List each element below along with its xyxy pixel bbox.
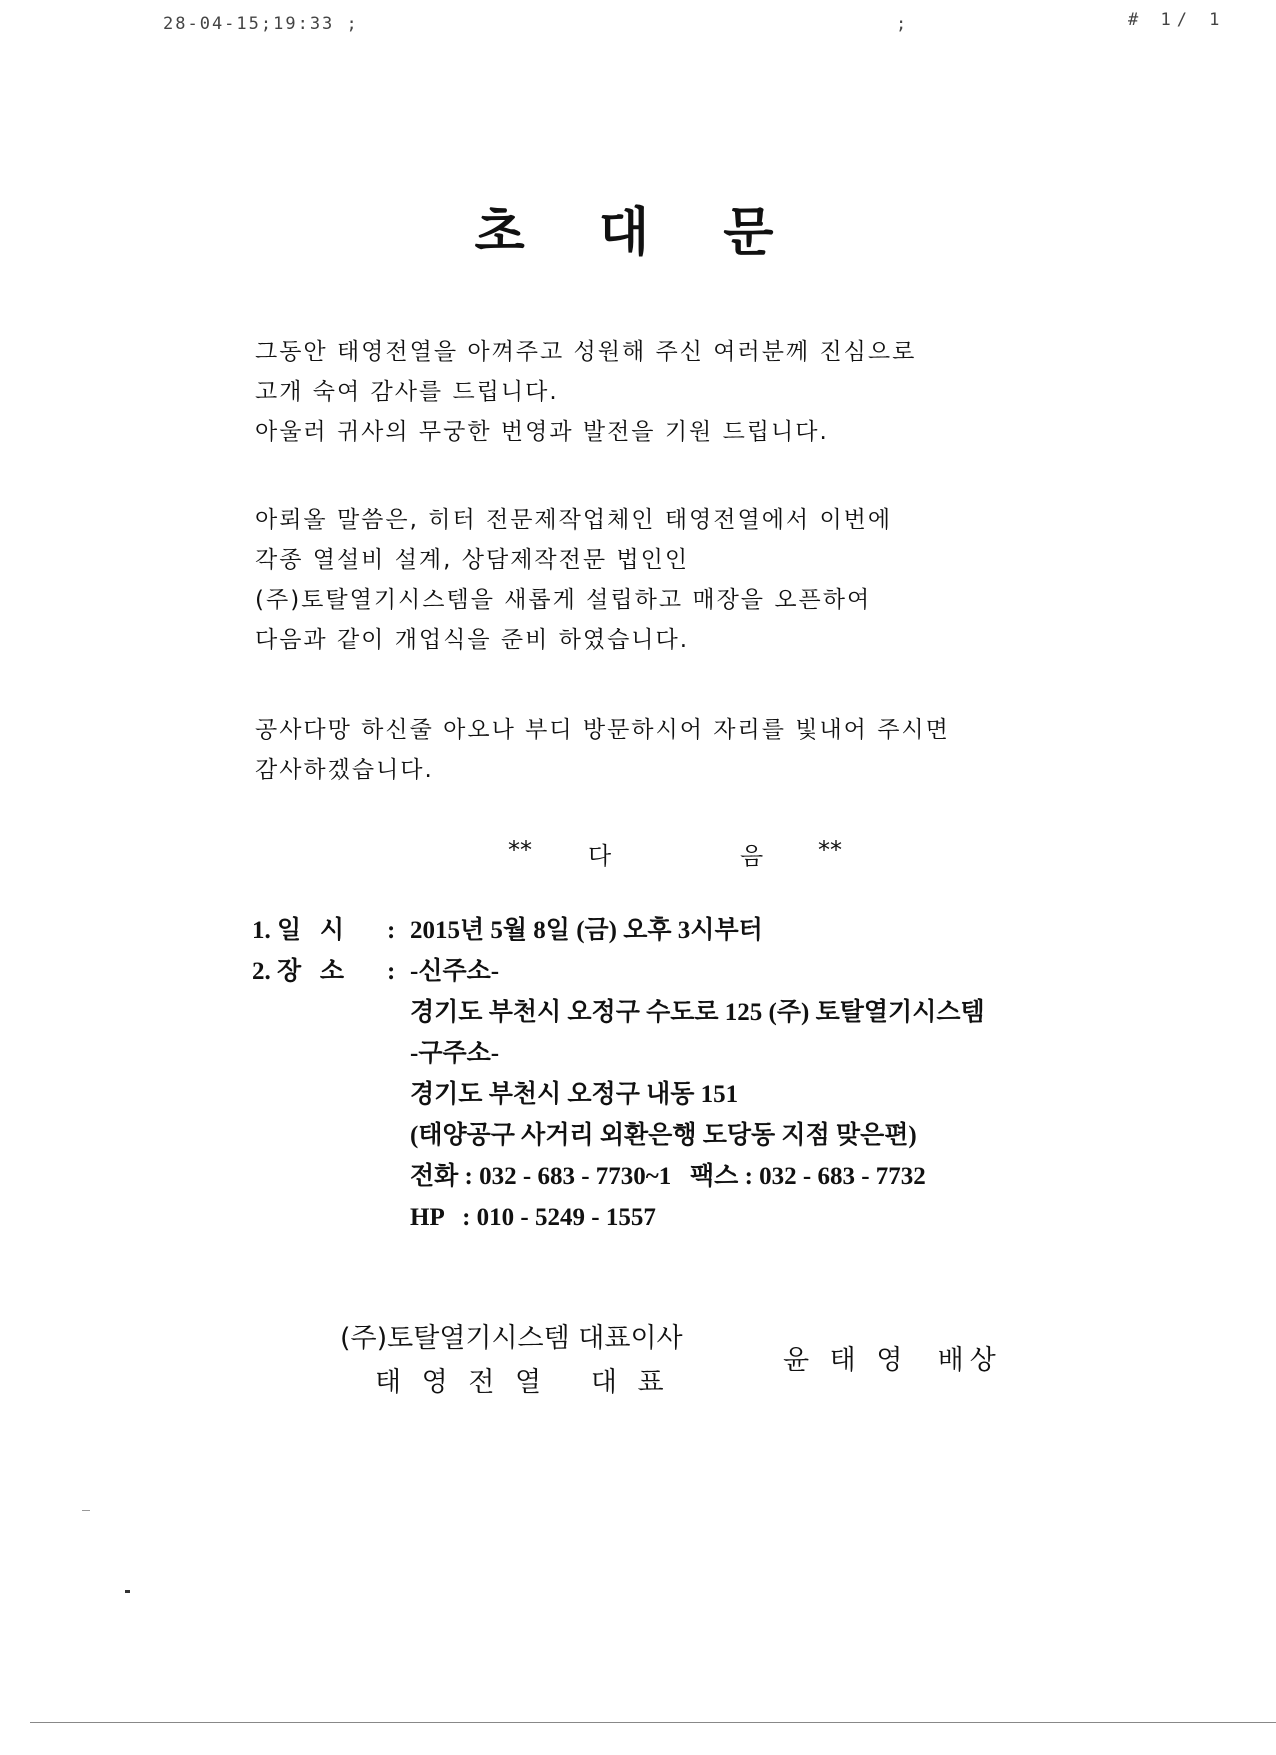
detail-row-place — [252, 951, 500, 992]
paragraph-line: 감사하겠습니다. — [255, 757, 434, 783]
notice-word-1: 다 — [588, 842, 612, 870]
paragraph-line: 공사다망 하신줄 아오나 부디 방문하시어 자리를 빛내어 주시면 — [255, 717, 950, 743]
fax-timestamp: 28-04-15;19:33 ; — [163, 14, 359, 34]
paragraph-line: 아뢰올 말씀은, 히터 전문제작업체인 태영전열에서 이번에 — [255, 507, 893, 533]
paragraph-announcement — [255, 500, 1075, 660]
place-colon: : — [387, 958, 396, 985]
paragraph-greeting — [255, 332, 1075, 452]
scan-speck — [125, 1590, 130, 1593]
paragraph-request — [255, 710, 1075, 790]
signature-company: (주)토탈열기시스템 대표이사 — [340, 1323, 683, 1354]
notice-word-2: 음 — [740, 842, 764, 870]
paragraph-line: 각종 열설비 설계, 상담제작전문 법인인 — [255, 547, 690, 573]
paragraph-line: 고개 숙여 감사를 드립니다. — [255, 379, 559, 405]
paragraph-line: (주)토탈열기시스템을 새롭게 설립하고 매장을 오픈하여 — [255, 587, 872, 613]
detail-row-date — [252, 910, 763, 951]
place-value: -신주소- — [410, 958, 500, 985]
scan-speck — [82, 1510, 90, 1511]
date-label: 1. 일 시 — [252, 917, 345, 944]
signature-company-2: 태 영 전 열 대 표 — [375, 1367, 670, 1398]
address-line: 경기도 부천시 오정구 수도로 125 (주) 토탈열기시스템 — [410, 999, 985, 1026]
place-label: 2. 장 소 — [252, 958, 345, 985]
notice-marks-left: ** — [508, 836, 532, 864]
address-line: (태양공구 사거리 외환은행 도당동 지점 맞은편) — [410, 1122, 917, 1149]
phone-fax-line: 전화 : 032 - 683 - 7730~1 팩스 : 032 - 683 - 7732 — [410, 1163, 926, 1190]
notice-heading — [0, 836, 1276, 876]
fax-header — [0, 10, 1276, 40]
signature-name: 윤 태 영 배상 — [783, 1345, 1002, 1376]
fax-mark: ; — [896, 14, 907, 34]
event-details — [252, 910, 763, 992]
paragraph-line: 그동안 태영전열을 아껴주고 성원해 주신 여러분께 진심으로 — [255, 339, 917, 365]
paragraph-line: 아울러 귀사의 무궁한 번영과 발전을 기원 드립니다. — [255, 419, 829, 445]
address-line: 경기도 부천시 오정구 내동 151 — [410, 1081, 739, 1108]
address-line: -구주소- — [410, 1040, 500, 1067]
document-title: 초 대 문 — [474, 202, 802, 263]
paragraph-line: 다음과 같이 개업식을 준비 하였습니다. — [255, 627, 690, 653]
mobile-line: HP : 010 - 5249 - 1557 — [410, 1204, 656, 1231]
address-block — [410, 992, 985, 1238]
fax-page-number: # 1/ 1 — [1128, 10, 1226, 30]
notice-marks-right: ** — [818, 836, 842, 864]
scan-edge-line — [30, 1722, 1276, 1723]
date-colon: : — [387, 917, 396, 944]
date-value: 2015년 5월 8일 (금) 오후 3시부터 — [410, 917, 763, 944]
